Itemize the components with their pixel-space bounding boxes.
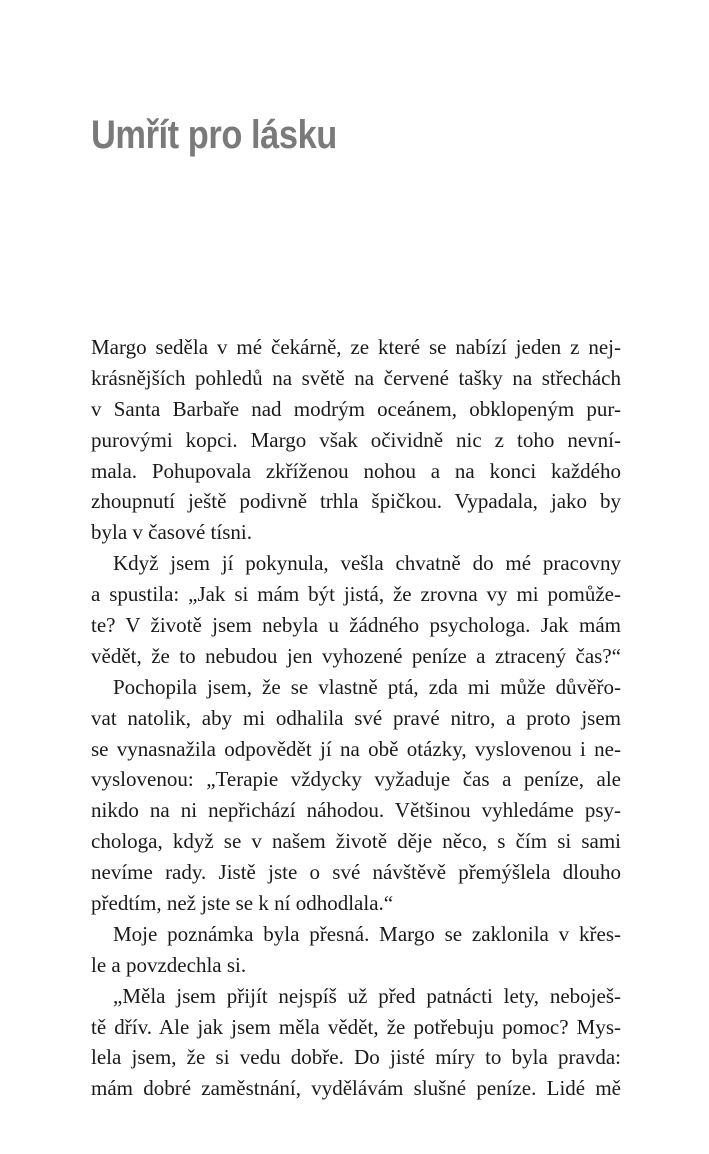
text-line: purovými kopci. Margo však očividně nic z toho nevní- — [91, 427, 621, 452]
text-line: Pochopila jsem, že se vlastně ptá, zda mi může důvěřo- — [113, 674, 621, 699]
text-line: zhoupnutí ještě podivně trhla špičkou. Vypadala, jako by — [91, 489, 621, 514]
chapter-title: Umřít pro lásku — [91, 113, 337, 157]
text-line: vyslovenou: „Terapie vždycky vyžaduje čas a peníze, ale — [91, 767, 621, 792]
text-line: se vynasnažila odpovědět jí na obě otázky, vyslovenou i ne- — [91, 736, 621, 761]
text-line: krásnějších pohledů na světě na červené tašky na střechách — [91, 365, 621, 390]
text-line: nevíme rady. Jistě jste o své návštěvě přemýšlela dlouho — [91, 860, 621, 885]
text-line: lela jsem, že si vedu dobře. Do jisté míry to byla pravda: — [91, 1045, 621, 1070]
text-line: v Santa Barbaře nad modrým oceánem, obklopeným pur- — [91, 396, 621, 421]
text-line: tě dřív. Ale jak jsem měla vědět, že potřebuju pomoc? Mys- — [91, 1014, 621, 1039]
text-line: te? V životě jsem nebyla u žádného psychologa. Jak mám — [91, 613, 621, 638]
text-line: Když jsem jí pokynula, vešla chvatně do mé pracovny — [113, 551, 621, 576]
text-line: mala. Pohupovala zkříženou nohou a na konci každého — [91, 458, 621, 483]
text-line: Moje poznámka byla přesná. Margo se zaklonila v křes- — [113, 921, 621, 946]
chapter-body — [91, 332, 621, 1104]
text-line: a spustila: „Jak si mám být jistá, že zrovna vy mi pomůže- — [91, 582, 621, 607]
text-line: vat natolik, aby mi odhalila své pravé nitro, a proto jsem — [91, 705, 621, 730]
text-line: nikdo na ni nepřichází náhodou. Většinou vyhledáme psy- — [91, 798, 621, 823]
text-line: vědět, že to nebudou jen vyhozené peníze a ztracený čas?“ — [91, 643, 621, 668]
text-line: mám dobré zaměstnání, vydělávám slušné peníze. Lidé mě — [91, 1076, 621, 1101]
text-line: Margo seděla v mé čekárně, ze které se nabízí jeden z nej- — [91, 335, 621, 359]
text-line: byla v časové tísni. — [91, 520, 252, 545]
text-line: „Měla jsem přijít nejspíš už před patnácti lety, neboješ- — [113, 983, 621, 1008]
text-line: chologa, když se v našem životě děje něco, s čím si sami — [91, 829, 621, 854]
text-line: předtím, než jste se k ní odhodlala.“ — [91, 891, 394, 916]
text-line: le a povzdechla si. — [91, 952, 247, 977]
